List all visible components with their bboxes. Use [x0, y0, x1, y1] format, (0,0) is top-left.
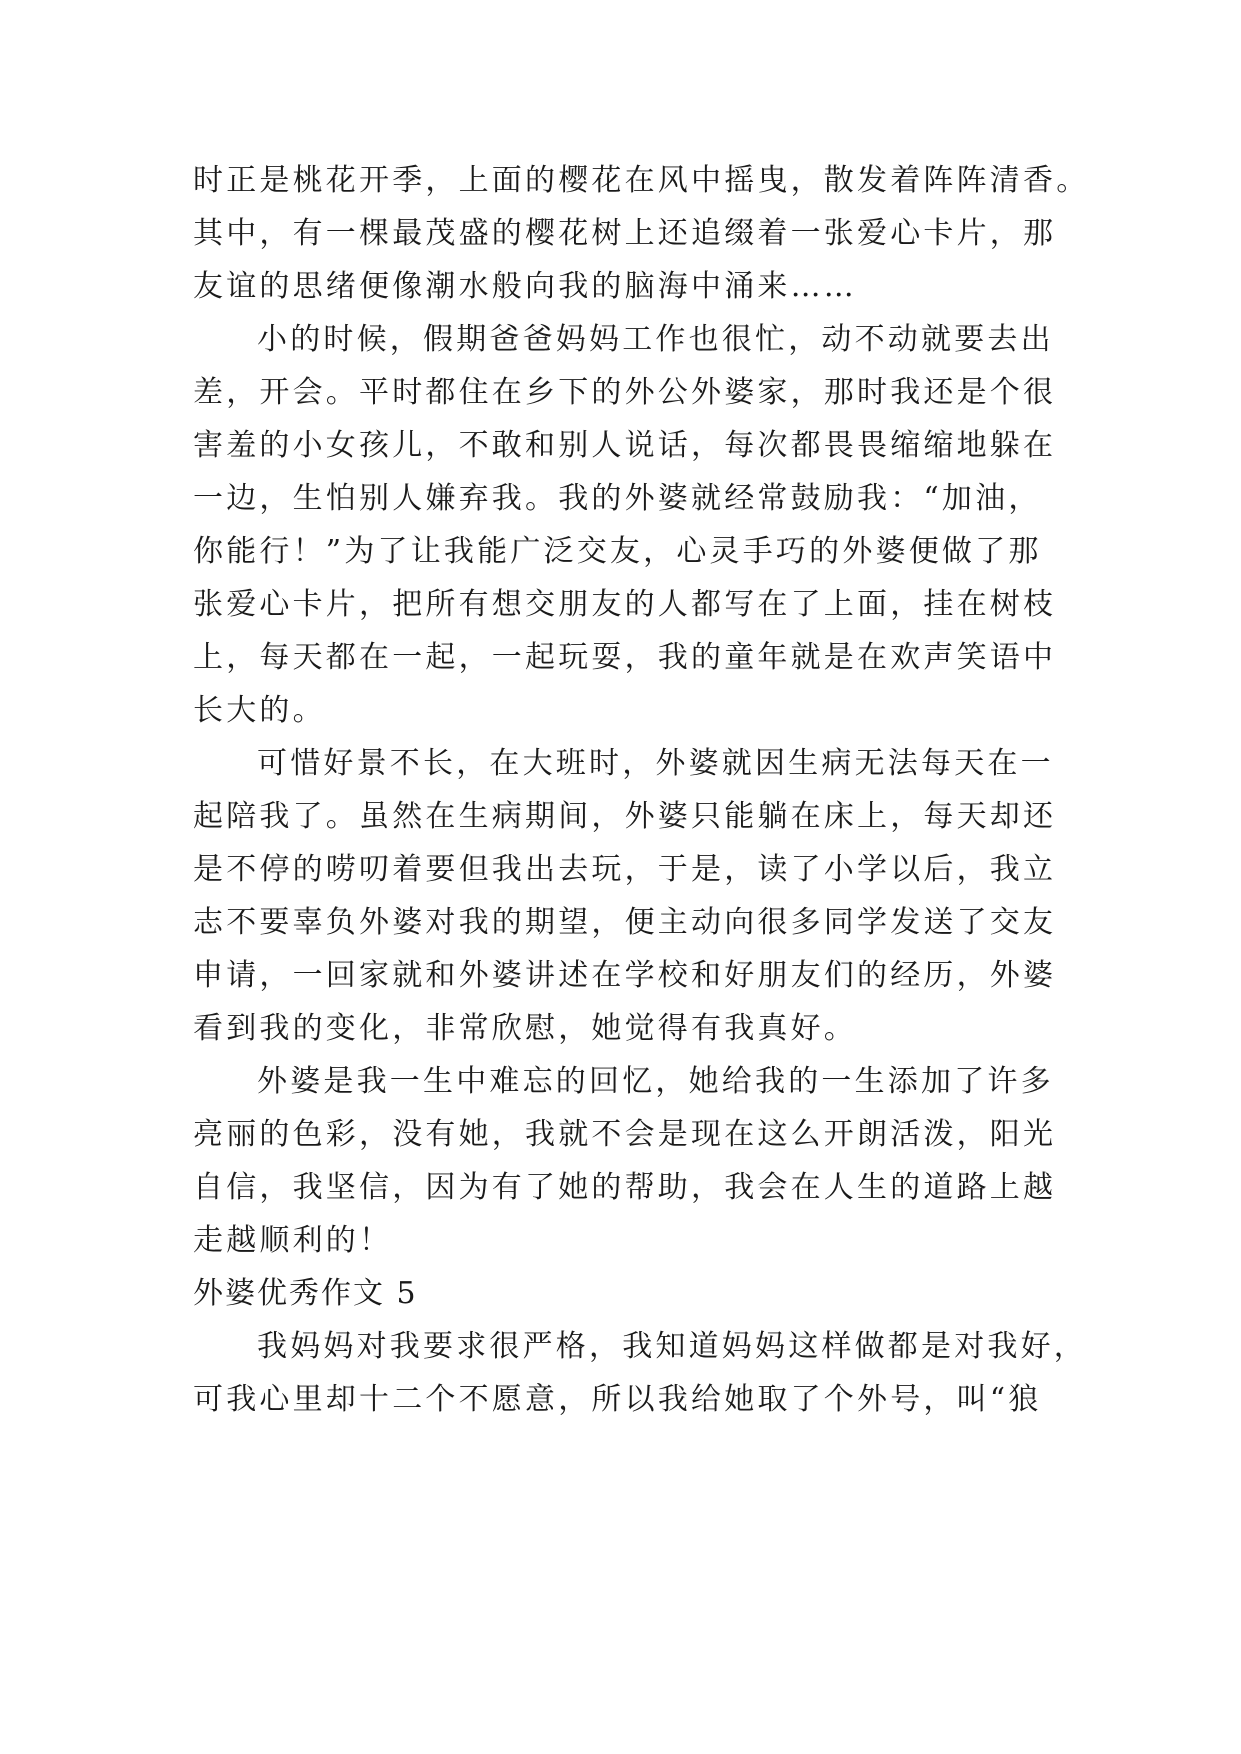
text-line: 走越顺利的！	[193, 1223, 393, 1258]
text-line: 害羞的小女孩儿，不敢和别人说话，每次都畏畏缩缩地躲在	[193, 428, 1057, 463]
text-line: 志不要辜负外婆对我的期望，便主动向很多同学发送了交友	[193, 905, 1057, 940]
section-heading: 外婆优秀作文 5	[193, 1276, 418, 1311]
text-line: 时正是桃花开季，上面的樱花在风中摇曳，散发着阵阵清香。	[193, 163, 1090, 198]
text-line: 可我心里却十二个不愿意，所以我给她取了个外号，叫“狼	[193, 1382, 1042, 1417]
paragraph-first-line: 我妈妈对我要求很严格，我知道妈妈这样做都是对我好，	[257, 1329, 1087, 1364]
paragraph-first-line: 可惜好景不长，在大班时，外婆就因生病无法每天在一	[257, 746, 1054, 781]
text-line: 亮丽的色彩，没有她，我就不会是现在这么开朗活泼，阳光	[193, 1117, 1057, 1152]
text-line: 你能行！”为了让我能广泛交友，心灵手巧的外婆便做了那	[193, 534, 1042, 569]
text-line: 其中，有一棵最茂盛的樱花树上还追缀着一张爱心卡片，那	[193, 216, 1057, 251]
text-line: 友谊的思绪便像潮水般向我的脑海中涌来……	[193, 269, 857, 304]
document-page	[193, 154, 1090, 1426]
text-line: 张爱心卡片，把所有想交朋友的人都写在了上面，挂在树枝	[193, 587, 1057, 622]
text-line: 上，每天都在一起，一起玩耍，我的童年就是在欢声笑语中	[193, 640, 1057, 675]
text-line: 申请，一回家就和外婆讲述在学校和好朋友们的经历，外婆	[193, 958, 1057, 993]
text-line: 一边，生怕别人嫌弃我。我的外婆就经常鼓励我：“加油，	[193, 481, 1042, 516]
text-line: 差，开会。平时都住在乡下的外公外婆家，那时我还是个很	[193, 375, 1057, 410]
paragraph-first-line: 外婆是我一生中难忘的回忆，她给我的一生添加了许多	[257, 1064, 1054, 1099]
paragraph-first-line: 小的时候，假期爸爸妈妈工作也很忙，动不动就要去出	[257, 322, 1054, 357]
text-line: 看到我的变化，非常欣慰，她觉得有我真好。	[193, 1011, 857, 1046]
text-line: 是不停的唠叨着要但我出去玩，于是，读了小学以后，我立	[193, 852, 1057, 887]
text-line: 自信，我坚信，因为有了她的帮助，我会在人生的道路上越	[193, 1170, 1057, 1205]
text-line: 起陪我了。虽然在生病期间，外婆只能躺在床上，每天却还	[193, 799, 1057, 834]
text-line: 长大的。	[193, 693, 326, 728]
